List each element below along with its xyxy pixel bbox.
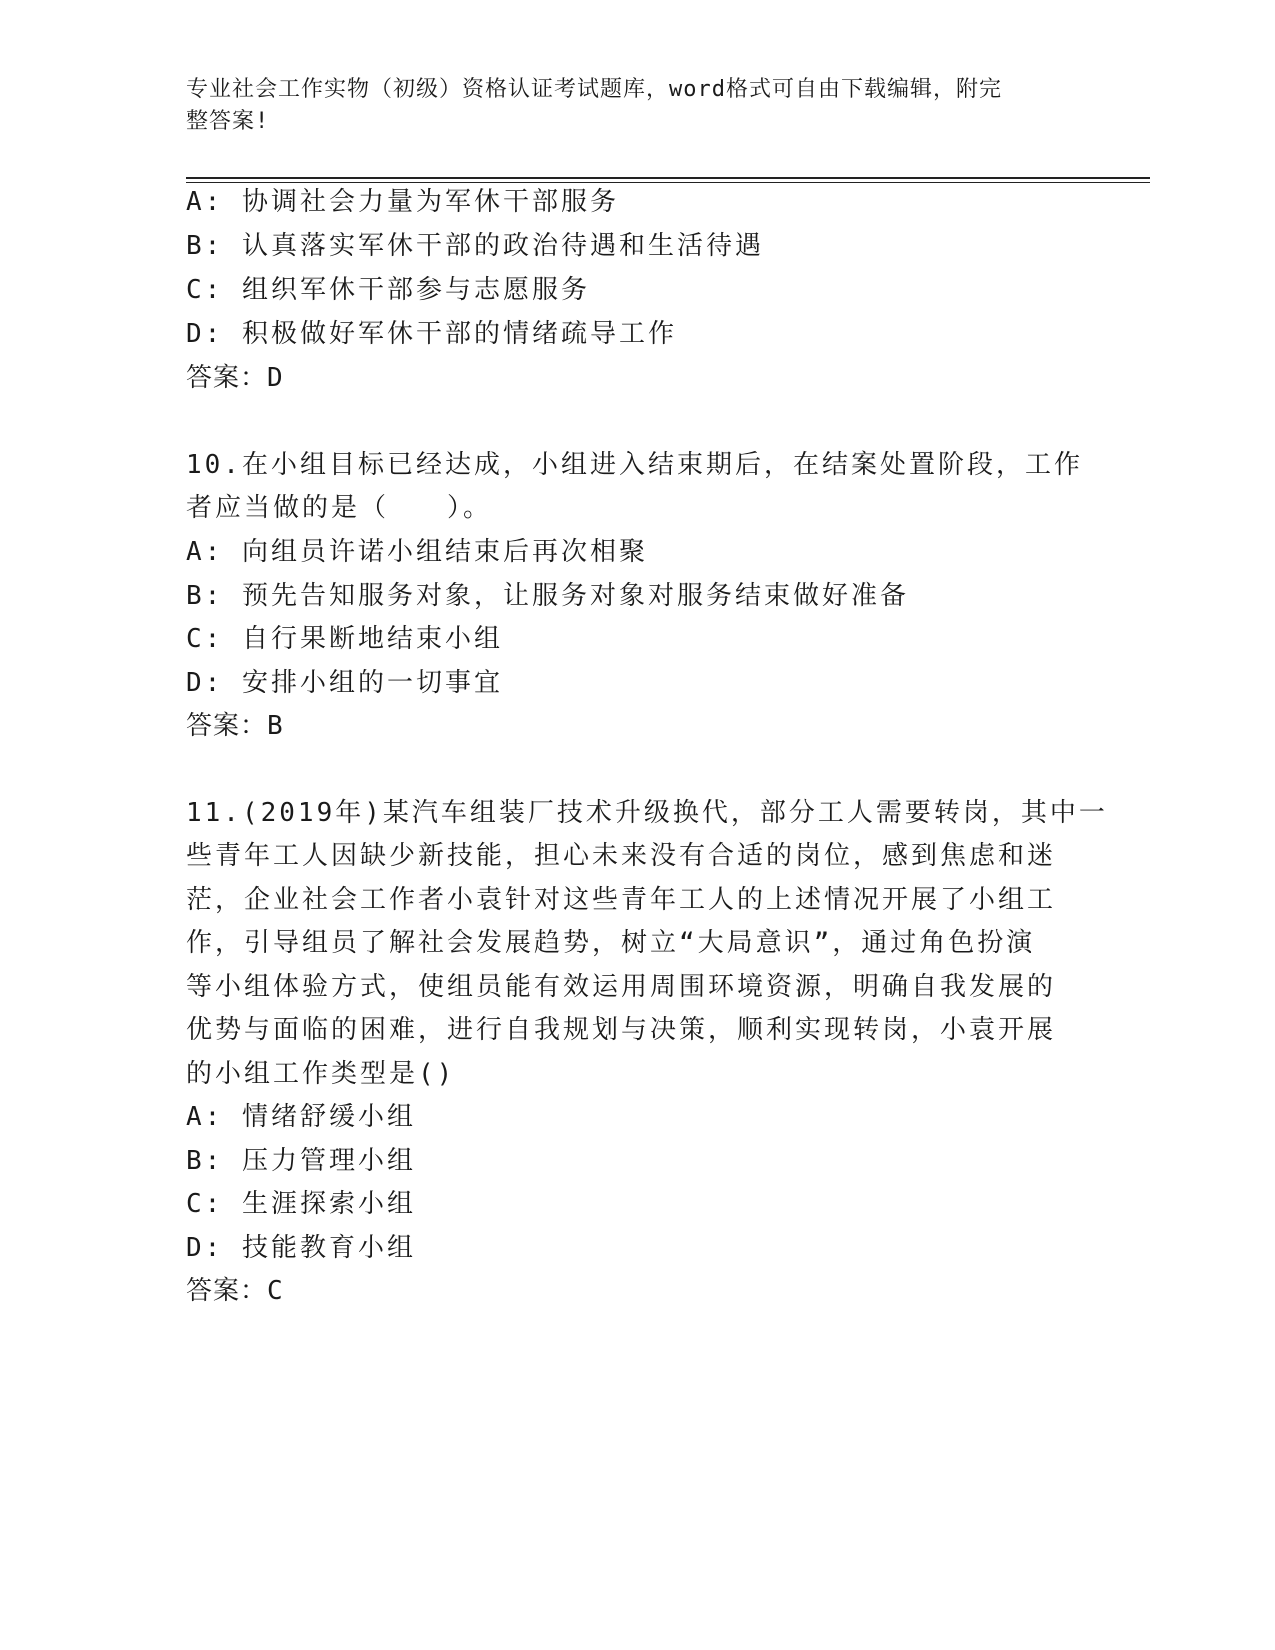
q10-stem-line-1: 10.在小组目标已经达成，小组进入结束期后，在结案处置阶段，工作 bbox=[186, 450, 1083, 480]
q11-option-b: B: 压力管理小组 bbox=[186, 1146, 416, 1176]
q10-option-d: D: 安排小组的一切事宜 bbox=[186, 668, 503, 698]
q11-stem-line-1: 11.(2019年)某汽车组装厂技术升级换代，部分工人需要转岗，其中一 bbox=[186, 798, 1108, 828]
header-divider-thick bbox=[186, 177, 1150, 179]
q11-stem-line-7: 的小组工作类型是() bbox=[186, 1059, 456, 1089]
q11-stem-line-4: 作，引导组员了解社会发展趋势，树立“大局意识”，通过角色扮演 bbox=[186, 928, 1036, 958]
q10-option-a: A: 向组员许诺小组结束后再次相聚 bbox=[186, 537, 648, 567]
q9-option-d: D: 积极做好军休干部的情绪疏导工作 bbox=[186, 319, 677, 349]
q11-stem-line-5: 等小组体验方式，使组员能有效运用周围环境资源，明确自我发展的 bbox=[186, 972, 1057, 1002]
header-line-2: 整答案! bbox=[186, 109, 270, 134]
q9-option-a: A: 协调社会力量为军休干部服务 bbox=[186, 187, 619, 217]
q9-option-b: B: 认真落实军休干部的政治待遇和生活待遇 bbox=[186, 231, 764, 261]
q11-stem-line-3: 茫，企业社会工作者小袁针对这些青年工人的上述情况开展了小组工 bbox=[186, 885, 1057, 915]
q10-answer: 答案：B bbox=[186, 711, 284, 741]
q11-answer: 答案：C bbox=[186, 1276, 284, 1306]
header-divider-thin bbox=[186, 182, 1150, 183]
q11-option-c: C: 生涯探索小组 bbox=[186, 1189, 416, 1219]
q10-option-c: C: 自行果断地结束小组 bbox=[186, 624, 503, 654]
q11-stem-line-6: 优势与面临的困难，进行自我规划与决策，顺利实现转岗，小袁开展 bbox=[186, 1015, 1057, 1045]
q10-option-b: B: 预先告知服务对象，让服务对象对服务结束做好准备 bbox=[186, 581, 909, 611]
q9-answer: 答案：D bbox=[186, 363, 284, 393]
q9-option-c: C: 组织军休干部参与志愿服务 bbox=[186, 275, 590, 305]
q10-stem-line-2: 者应当做的是（ ）。 bbox=[186, 493, 493, 523]
header-line-1: 专业社会工作实物（初级）资格认证考试题库，word格式可自由下载编辑，附完 bbox=[186, 77, 1002, 102]
q11-option-a: A: 情绪舒缓小组 bbox=[186, 1102, 416, 1132]
document-header bbox=[186, 74, 1066, 138]
q11-option-d: D: 技能教育小组 bbox=[186, 1233, 416, 1263]
q11-stem-line-2: 些青年工人因缺少新技能，担心未来没有合适的岗位，感到焦虑和迷 bbox=[186, 841, 1057, 871]
